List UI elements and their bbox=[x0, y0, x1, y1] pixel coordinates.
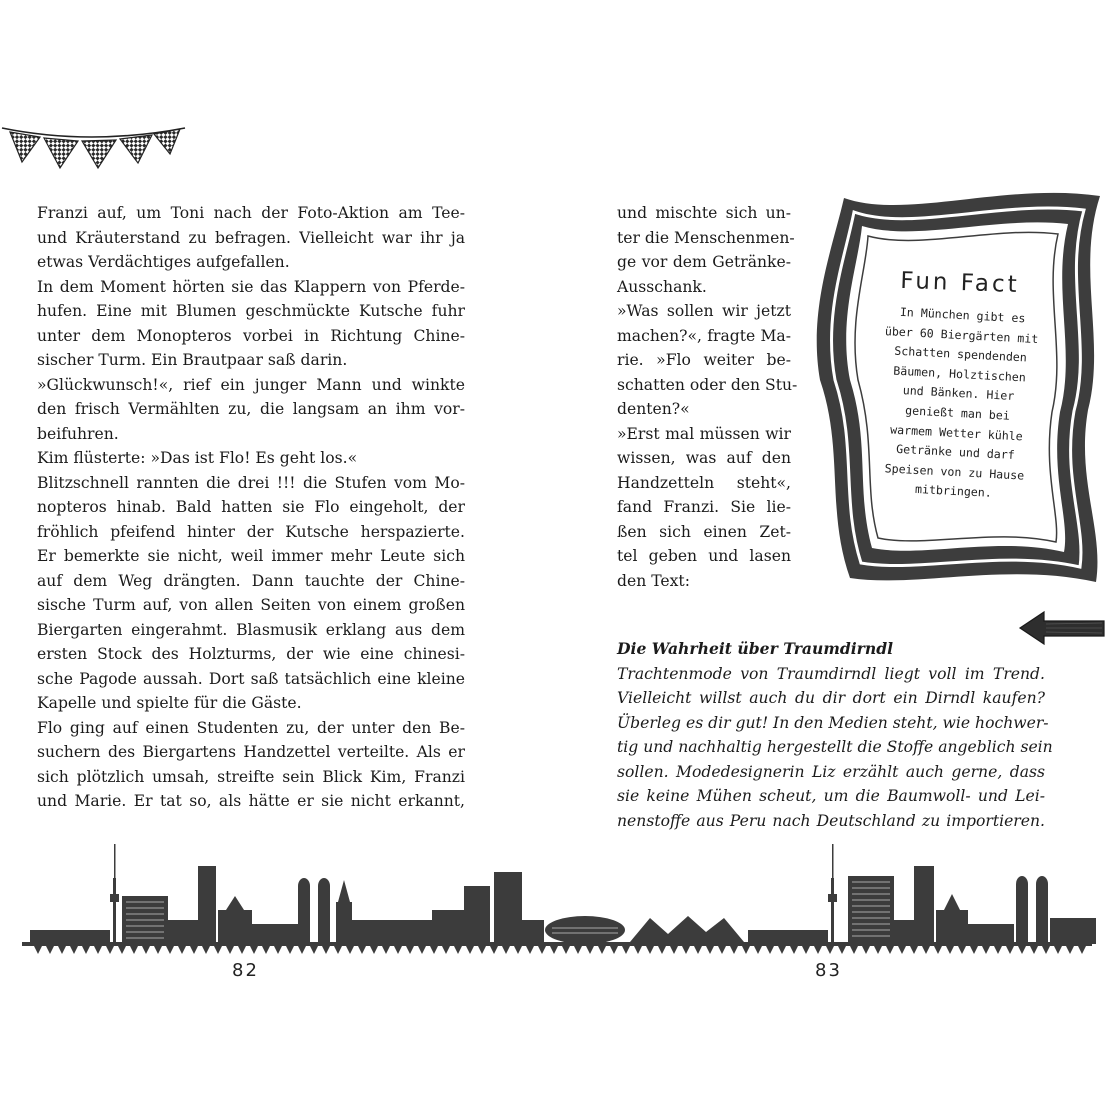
text-line: und Kräuterstand zu befragen. Vielleicht war ihr ja bbox=[37, 228, 465, 247]
text-line: hufen. Eine mit Blumen geschmückte Kutsche fuhr bbox=[37, 302, 465, 320]
text-line: In dem Moment hörten sie das Klappern von Pferde- bbox=[37, 277, 465, 296]
text-line: schatten oder den Stu- bbox=[617, 375, 798, 394]
text-line: »Erst mal müssen wir bbox=[617, 424, 791, 443]
text-line: Handzetteln steht«, bbox=[617, 473, 791, 492]
text-line: den Text: bbox=[617, 571, 690, 590]
text-line: ßen sich einen Zet- bbox=[617, 522, 791, 541]
text-line: rie. »Flo weiter be- bbox=[617, 351, 791, 369]
excerpt-title: Die Wahrheit über Traumdirndl bbox=[617, 639, 894, 658]
text-line: nopteros hinab. Bald hatten sie Flo eingeholt, der bbox=[37, 498, 465, 516]
left-page-text bbox=[37, 201, 465, 814]
text-line: sische Turm auf, von allen Seiten von einem großen bbox=[37, 596, 465, 614]
text-line: Überleg es dir gut! In den Medien steht, wie hochwer- bbox=[617, 713, 1049, 732]
text-line: »Glückwunsch!«, rief ein junger Mann und winkte bbox=[37, 375, 465, 394]
fun-fact-text bbox=[853, 301, 1063, 507]
text-line: Kapelle und spielte für die Gäste. bbox=[37, 694, 302, 712]
text-line: und mischte sich un- bbox=[617, 204, 791, 222]
text-line: suchern des Biergartens Handzettel verteilte. Als er bbox=[37, 743, 465, 761]
fun-fact-line: und Bänken. Hier bbox=[902, 383, 1015, 404]
text-line: fand Franzi. Sie lie- bbox=[617, 498, 791, 516]
text-line: tig und nachhaltig hergestellt die Stoffe angeblich sein bbox=[617, 738, 1053, 756]
text-line: sollen. Modedesignerin Liz erzählt auch gerne, dass bbox=[617, 762, 1045, 781]
text-line: unter dem Monopteros vorbei in Richtung Chine- bbox=[37, 326, 465, 345]
text-line: und Marie. Er tat so, als hätte er sie nicht erkannt, bbox=[37, 792, 465, 810]
text-line: nenstoffe aus Peru nach Deutschland zu importieren. bbox=[617, 811, 1045, 830]
text-line: wissen, was auf den bbox=[617, 449, 791, 467]
text-line: ter die Menschenmen- bbox=[617, 228, 795, 247]
text-line: »Was sollen wir jetzt bbox=[617, 302, 791, 320]
text-line: fröhlich pfeifend hinter der Kutsche herspazierte. bbox=[37, 522, 465, 541]
text-line: ge vor dem Getränke- bbox=[617, 253, 791, 271]
text-line: ersten Stock des Holzturms, der wie eine chinesi- bbox=[37, 645, 465, 663]
text-line: etwas Verdächtiges aufgefallen. bbox=[37, 253, 290, 271]
page-number-left: 82 bbox=[232, 960, 259, 981]
fun-fact-line: mitbringen. bbox=[914, 482, 993, 501]
fun-fact-line: In München gibt es bbox=[899, 304, 1026, 326]
text-line: tel geben und lasen bbox=[617, 547, 791, 565]
fun-fact-line: über 60 Biergärten mit bbox=[884, 323, 1039, 346]
bunting-decoration-icon bbox=[0, 118, 200, 178]
fun-fact-line: warmem Wetter kühle bbox=[889, 422, 1024, 443]
munich-skyline-icon bbox=[0, 838, 1112, 968]
fun-fact-line: genießt man bei bbox=[904, 403, 1011, 423]
text-line: denten?« bbox=[617, 400, 690, 418]
text-line: auf dem Weg drängten. Dann tauchte der Chine- bbox=[37, 571, 465, 590]
fun-fact-line: Getränke und darf bbox=[895, 441, 1016, 463]
text-line: Blitzschnell rannten die drei !!! die Stufen vom Mo- bbox=[37, 473, 465, 492]
fun-fact-line: Bäumen, Holztischen bbox=[892, 363, 1027, 385]
fun-fact-title: Fun Fact bbox=[899, 267, 1021, 299]
text-line: sche Pagode aussah. Dort saß tatsächlich eine kleine bbox=[37, 669, 465, 688]
text-line: Kim flüsterte: »Das ist Flo! Es geht los.« bbox=[37, 449, 358, 467]
text-line: sich plötzlich umsah, streifte sein Blick Kim, Franzi bbox=[37, 767, 465, 786]
text-line: Er bemerkte sie nicht, weil immer mehr Leute sich bbox=[37, 547, 465, 565]
text-line: machen?«, fragte Ma- bbox=[617, 326, 791, 345]
right-page-text bbox=[617, 201, 798, 593]
fun-fact-line: Speisen von zu Hause bbox=[884, 461, 1025, 483]
text-line: sischer Turm. Ein Brautpaar saß darin. bbox=[37, 351, 348, 369]
text-line: den frisch Vermählten zu, die langsam an ihm vor- bbox=[37, 400, 465, 418]
page-number-right: 83 bbox=[815, 960, 842, 981]
text-line: Trachtenmode von Traumdirndl liegt voll im Trend. bbox=[617, 664, 1045, 683]
text-line: Franzi auf, um Toni nach der Foto-Aktion am Tee- bbox=[37, 204, 465, 222]
text-line: Biergarten eingerahmt. Blasmusik erklang aus dem bbox=[37, 620, 465, 639]
text-line: sie keine Mühen scheut, um die Baumwoll- und Lei- bbox=[617, 787, 1045, 805]
text-line: Vielleicht willst auch du dir dort ein Dirndl kaufen? bbox=[617, 689, 1045, 707]
text-line: beifuhren. bbox=[37, 424, 119, 443]
text-line: Flo ging auf einen Studenten zu, der unter den Be- bbox=[37, 718, 465, 737]
flyer-excerpt bbox=[617, 637, 1053, 833]
text-line: Ausschank. bbox=[617, 277, 707, 296]
fun-fact-line: Schatten spendenden bbox=[894, 343, 1028, 365]
